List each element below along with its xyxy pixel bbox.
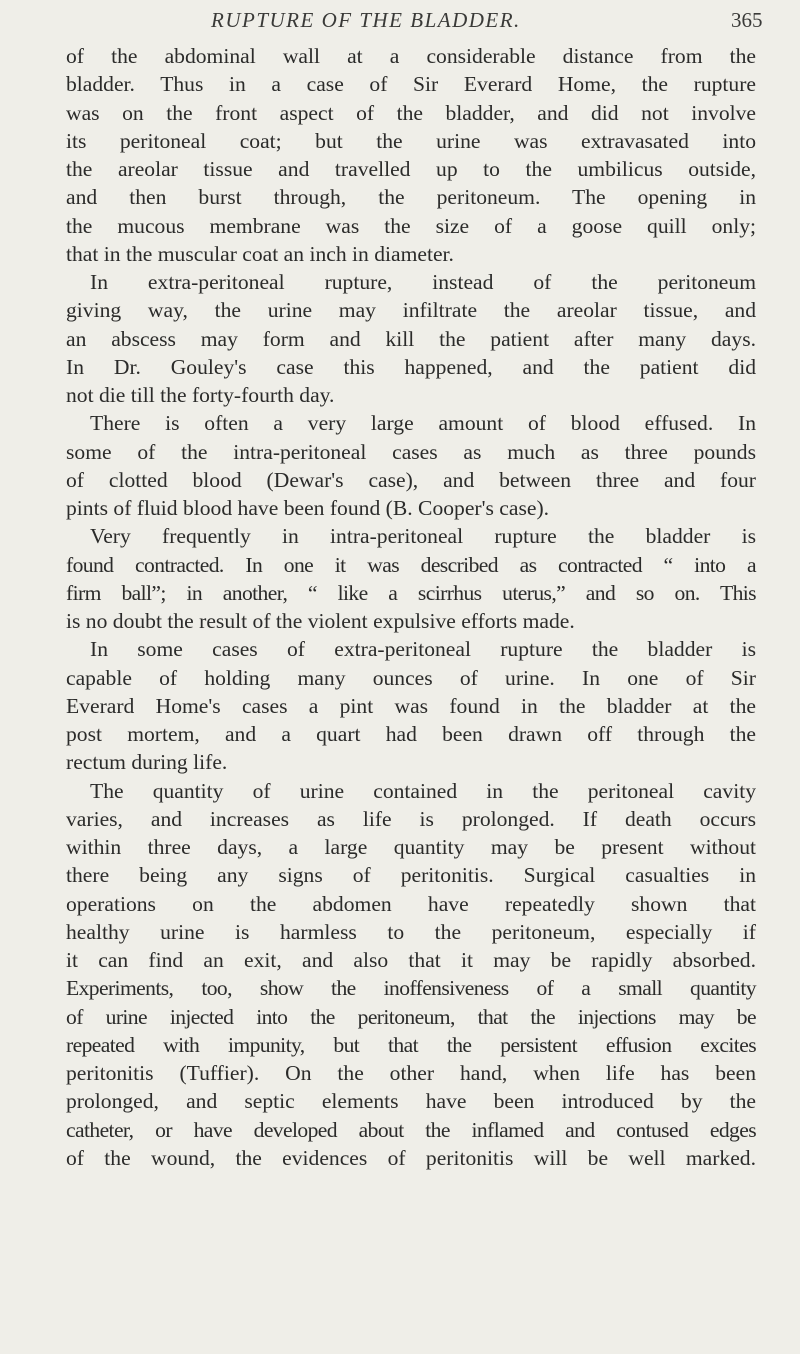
text-line: within three days, a large quantity may be present without [66, 835, 756, 859]
page-number: 365 [731, 8, 763, 32]
text-line: an abscess may form and kill the patient after many days. [66, 326, 756, 351]
text-line: capable of holding many ounces of urine. In one of Sir [66, 665, 756, 690]
text-line: repeated with impunity, but that the persistent effusion excites [66, 1032, 756, 1057]
text-line: prolonged, and septic elements have been introduced by the [66, 1089, 756, 1114]
text-line: varies, and increases as life is prolonged. If death occurs [66, 806, 756, 831]
text-line: that in the muscular coat an inch in diameter. [66, 241, 454, 266]
text-line: the mucous membrane was the size of a goose quill only; [66, 213, 756, 238]
text-line: was on the front aspect of the bladder, and did not involve [66, 100, 756, 125]
text-line: of the wound, the evidences of peritonitis will be well marked. [66, 1145, 756, 1170]
text-line: not die till the forty-fourth day. [66, 383, 335, 407]
text-line: of clotted blood (Dewar's case), and between three and four [66, 467, 756, 492]
text-line: pints of fluid blood have been found (B. Cooper's case). [66, 496, 550, 520]
running-title: RUPTURE OF THE BLADDER. [211, 8, 521, 32]
text-line: In Dr. Gouley's case this happened, and the patient did [66, 354, 756, 379]
text-line: giving way, the urine may infiltrate the areolar tissue, and [66, 298, 756, 323]
text-line: The quantity of urine contained in the peritoneal cavity [90, 778, 756, 803]
running-head [0, 8, 800, 40]
text-line: bladder. Thus in a case of Sir Everard Home, the rupture [66, 72, 756, 97]
text-line: In some cases of extra-peritoneal rupture the bladder is [90, 637, 756, 662]
text-line: is no doubt the result of the violent expulsive efforts made. [66, 609, 575, 633]
text-line: There is often a very large amount of blood effused. In [90, 411, 756, 436]
text-line: of urine injected into the peritoneum, that the injections may be [66, 1004, 756, 1029]
text-line: catheter, or have developed about the inflamed and contused edges [66, 1117, 756, 1142]
text-line: operations on the abdomen have repeatedly shown that [66, 891, 756, 916]
text-line: peritonitis (Tuffier). On the other hand, when life has been [66, 1061, 756, 1085]
text-line: In extra-peritoneal rupture, instead of the peritoneum [90, 270, 756, 294]
body-text [66, 42, 756, 1172]
text-line: Everard Home's cases a pint was found in the bladder at the [66, 693, 756, 718]
text-line: found contracted. In one it was described as contracted “ into a [66, 552, 756, 577]
text-line: there being any signs of peritonitis. Surgical casualties in [66, 863, 756, 888]
text-line: rectum during life. [66, 750, 228, 775]
text-line: and then burst through, the peritoneum. The opening in [66, 185, 756, 210]
text-line: of the abdominal wall at a considerable distance from the [66, 44, 756, 68]
text-line: healthy urine is harmless to the peritoneum, especially if [66, 919, 756, 944]
text-line: firm ball”; in another, “ like a scirrhus uterus,” and so on. This [66, 580, 756, 605]
text-line: Very frequently in intra-peritoneal rupture the bladder is [90, 524, 756, 549]
text-line: Experiments, too, show the inoffensiveness of a small quantity [66, 976, 756, 1001]
text-line: post mortem, and a quart had been drawn off through the [66, 722, 756, 746]
text-line: its peritoneal coat; but the urine was extravasated into [66, 128, 756, 153]
text-line: it can find an exit, and also that it may be rapidly absorbed. [66, 948, 756, 972]
text-line: some of the intra-peritoneal cases as much as three pounds [66, 439, 756, 464]
text-line: the areolar tissue and travelled up to the umbilicus outside, [66, 157, 756, 181]
